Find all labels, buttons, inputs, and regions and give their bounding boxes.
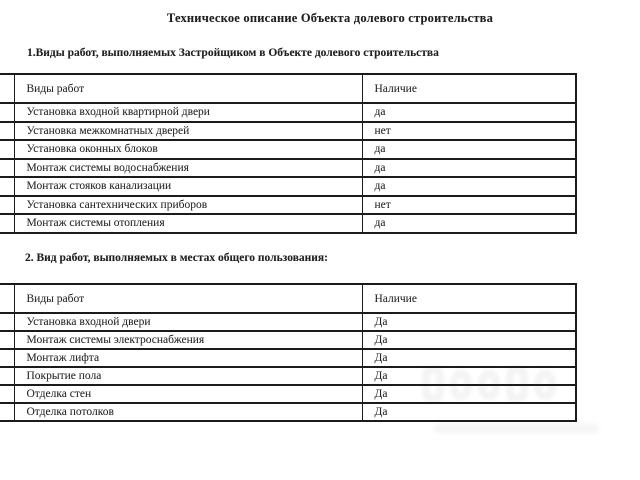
row-number-cell [0,349,14,367]
work-type-cell: Монтаж системы электроснабжения [14,331,362,349]
work-type-cell: Установка межкомнатных дверей [14,122,362,141]
table-header-row [0,284,576,313]
availability-cell: да [362,177,576,196]
work-types-column-header: Виды работ [14,74,362,103]
row-number-cell [0,385,14,403]
availability-cell: Да [362,403,576,421]
work-type-cell: Покрытие пола [14,367,362,385]
availability-column-header: Наличие [362,284,576,313]
common-areas-table-wrap [0,283,577,422]
table-row [0,403,576,421]
work-types-column-header: Виды работ [14,284,362,313]
work-type-cell: Отделка потолков [14,403,362,421]
table-row [0,331,576,349]
availability-cell: нет [362,196,576,215]
table-header-row [0,74,576,103]
table-row [0,385,576,403]
row-number-cell [0,313,14,331]
document-title: Техническое описание Объекта долевого строительства [166,11,494,25]
availability-cell: Да [362,385,576,403]
work-type-cell: Монтаж лифта [14,349,362,367]
number-column-header [0,74,14,103]
row-number-cell [0,331,14,349]
works-in-unit-table-wrap [0,73,577,234]
availability-cell: да [362,140,576,159]
row-number-cell [0,403,14,421]
availability-cell: да [362,159,576,178]
availability-cell: нет [362,122,576,141]
table-row [0,103,576,122]
work-type-cell: Установка входной двери [14,313,362,331]
availability-cell: Да [362,313,576,331]
availability-cell: Да [362,367,576,385]
row-number-cell [0,103,14,122]
table-row [0,177,576,196]
section-2-heading: 2. Вид работ, выполняемых в местах общего пользования: [25,252,328,264]
work-type-cell: Установка входной квартирной двери [14,103,362,122]
table-row [0,159,576,178]
row-number-cell [0,140,14,159]
row-number-cell [0,367,14,385]
work-type-cell: Монтаж системы водоснабжения [14,159,362,178]
watermark-smudge [434,424,599,433]
works-in-unit-table [0,73,577,234]
section-1-heading: 1.Виды работ, выполняемых Застройщиком в Объекте долевого строительства [27,47,439,59]
table-row [0,140,576,159]
availability-cell: Да [362,331,576,349]
table-row [0,367,576,385]
availability-cell: да [362,214,576,233]
work-type-cell: Монтаж стояков канализации [14,177,362,196]
row-number-cell [0,159,14,178]
number-column-header [0,284,14,313]
table-row [0,196,576,215]
table-row [0,313,576,331]
availability-cell: да [362,103,576,122]
work-type-cell: Установка оконных блоков [14,140,362,159]
work-type-cell: Отделка стен [14,385,362,403]
row-number-cell [0,214,14,233]
row-number-cell [0,122,14,141]
common-areas-table [0,283,577,422]
row-number-cell [0,177,14,196]
work-type-cell: Установка сантехнических приборов [14,196,362,215]
availability-column-header: Наличие [362,74,576,103]
row-number-cell [0,196,14,215]
table-row [0,122,576,141]
table-row [0,349,576,367]
availability-cell: Да [362,349,576,367]
table-row [0,214,576,233]
work-type-cell: Монтаж системы отопления [14,214,362,233]
